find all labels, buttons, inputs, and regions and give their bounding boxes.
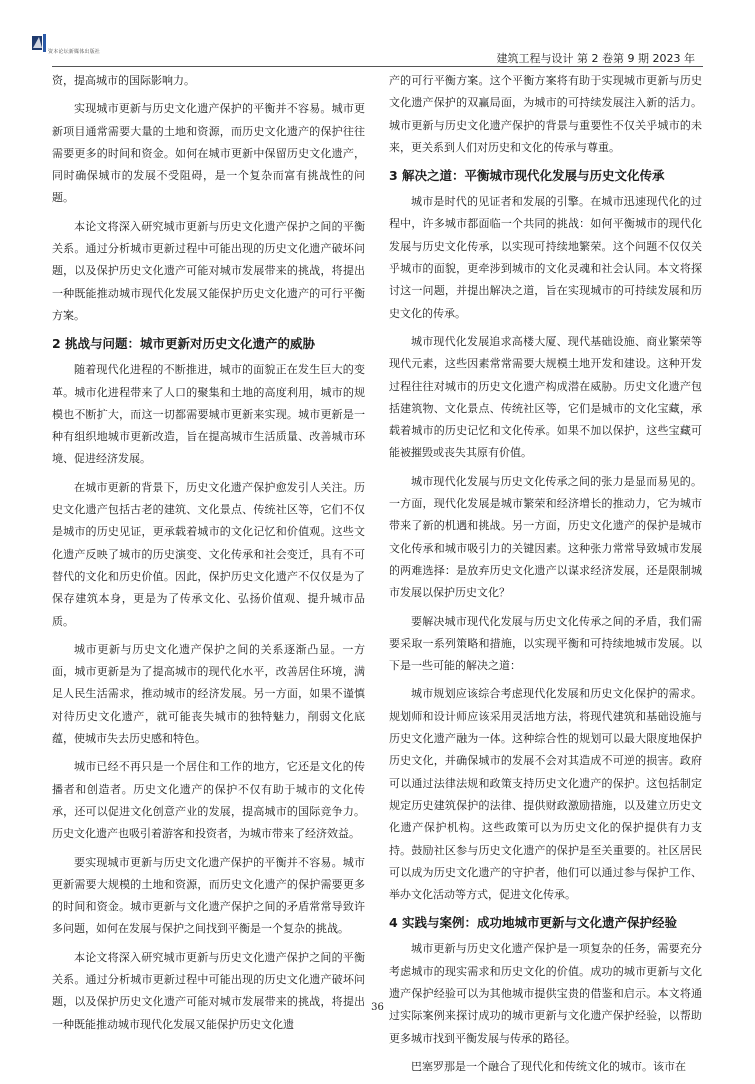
- paragraph: 城市已经不再只是一个居住和工作的地方，它还是文化的传播者和创造者。历史文化遗产的保护不仅有助于城市的文化传承，还可以促进文化创意产业的发展，提高城市的国际竞争力。历史文化遗产也吸引着游客和投资者，为城市带来了经济效益。: [52, 760, 365, 841]
- paragraph: 城市规划应该综合考虑现代化发展和历史文化保护的需求。规划师和设计师应该采用灵活地方法，将现代建筑和基础设施与历史文化遗产融为一体。这种综合性的规划可以最大限度地保护历史文化，并确保城市的发展不会对其造成不可逆的损害。政府可以通过法律法规和政策支持历史文化遗产的保护。这包括制定规定历史建筑保护的法律、提供财政激励措施，以及建立历史文化遗产保护机构。这些政策可以为历史文化的保护提供有力支持。鼓励社区参与历史文化遗产的保护是至关重要的。社区居民可以成为历史文化遗产的守护者，他们可以通过参与保护工作、举办文化活动等方式，促进文化传承。: [389, 687, 702, 902]
- paragraph: 要解决城市现代化发展与历史文化传承之间的矛盾，我们需要采取一系列策略和措施，以实现平衡和可持续地城市发展。以下是一些可能的解决之道：: [389, 614, 702, 673]
- header-divider: [52, 66, 703, 67]
- paragraph: 在城市更新的背景下，历史文化遗产保护愈发引人关注。历史文化遗产包括古老的建筑、文化景点、传统社区等，它们不仅是城市的历史见证，更承载着城市的文化记忆和价值观。这些文化遗产反映了城市的历史演变、文化传承和社会变迁，具有不可替代的文化和历史价值。因此，保护历史文化遗产不仅仅是为了保存建筑本身，更是为了传承文化、弘扬价值观、提升城市品质。: [52, 480, 365, 628]
- paragraph: 城市是时代的见证者和发展的引擎。在城市迅速现代化的过程中，许多城市都面临一个共同的挑战：如何平衡城市的现代化发展与历史文化传承，以实现可持续地繁荣。这个问题不仅仅关乎城市的面貌，更牵涉到城市的文化灵魂和社会认同。本文将探讨这一问题，并提出解决之道，旨在实现城市的可持续发展和历史文化的传承。: [389, 195, 702, 320]
- paragraph: 本论文将深入研究城市更新与历史文化遗产保护之间的平衡关系。通过分析城市更新过程中可能出现的历史文化遗产破坏问题，以及保护历史文化遗产可能对城市发展带来的挑战，将提出一种既能推动城市现代化发展又能保护历史文化遗: [52, 950, 365, 1031]
- paragraph: 巴塞罗那是一个融合了现代化和传统文化的城市。该市在: [411, 1059, 686, 1073]
- section-heading-3: 3 解决之道：平衡城市现代化发展与历史文化传承: [389, 168, 665, 184]
- paragraph: 城市现代化发展追求高楼大厦、现代基础设施、商业繁荣等现代元素，这些因素常常需要大规模土地开发和建设。这种开发过程往往对城市的历史文化遗产构成潜在威胁。历史文化遗产包括建筑物、文化景点、传统社区等，它们是城市的文化宝藏，承载着城市的历史记忆和文化传承。如果不加以保护，这些宝藏可能被摧毁或丧失其原有价值。: [389, 334, 702, 460]
- publisher-name: 资本论坛新媒体出版社: [48, 49, 101, 55]
- paragraph: 城市更新与历史文化遗产保护是一项复杂的任务，需要充分考虑城市的现实需求和历史文化的价值。成功的城市更新与文化遗产保护经验可以为其他城市提供宝贵的借鉴和启示。本文将通过实际案例来探讨成功的城市更新与文化遗产保护经验，以帮助更多城市找到平衡发展与传承的路径。: [389, 942, 702, 1045]
- section-heading-4: 4 实践与案例：成功地城市更新与文化遗产保护经验: [389, 915, 678, 931]
- paragraph: 随着现代化进程的不断推进，城市的面貌正在发生巨大的变革。城市化进程带来了人口的聚集和土地的高度利用，城市的规模也不断扩大，而这一切都需要城市更新来实现。城市更新是一种有组织地城市更新改造，旨在提高城市生活质量、改善城市环境、促进经济发展。: [52, 363, 365, 466]
- paragraph: 要实现城市更新与历史文化遗产保护的平衡并不容易。城市更新需要大规模的土地和资源，而历史文化遗产的保护需要更多的时间和资金。城市更新与文化遗产保护之间的矛盾常常导致许多问题，如何在发展与保护之间找到平衡是一个复杂的挑战。: [52, 855, 365, 936]
- page-number: 36: [371, 1002, 384, 1013]
- paragraph: 产的可行平衡方案。这个平衡方案将有助于实现城市更新与历史文化遗产保护的双赢局面，为城市的可持续发展注入新的活力。城市更新与历史文化遗产保护的背景与重要性不仅关乎城市的未来，更关系到人们对历史和文化的传承与尊重。: [389, 74, 702, 154]
- right-column: [389, 70, 702, 1084]
- journal-header: 建筑工程与设计 第 2 卷第 9 期 2023 年: [496, 52, 695, 65]
- paragraph: 本论文将深入研究城市更新与历史文化遗产保护之间的平衡关系。通过分析城市更新过程中可能出现的历史文化遗产破坏问题，以及保护历史文化遗产可能对城市发展带来的挑战，将提出一种既能推动城市现代化发展又能保护历史文化遗产的可行平衡方案。: [52, 219, 365, 322]
- section-heading-2: 2 挑战与问题：城市更新对历史文化遗产的威胁: [52, 336, 316, 352]
- paragraph: 城市现代化发展与历史文化传承之间的张力是显而易见的。一方面，现代化发展是城市繁荣和经济增长的推动力，它为城市带来了新的机遇和挑战。另一方面，历史文化遗产的保护是城市文化传承和城市吸引力的关键因素。这种张力常常导致城市发展的两难选择：是放弃历史文化遗产以谋求经济发展，还是限制城市发展以保护历史文化？: [389, 474, 702, 600]
- paragraph: 资，提高城市的国际影响力。: [52, 74, 195, 87]
- paragraph: 城市更新与历史文化遗产保护之间的关系逐渐凸显。一方面，城市更新是为了提高城市的现代化水平，改善居住环境，满足人民生活需求，推动城市的经济发展。另一方面，如果不谨慎对待历史文化遗产，就可能丧失城市的独特魅力，削弱文化底蕴，使城市失去历史感和特色。: [52, 642, 365, 746]
- left-column: [52, 70, 365, 1042]
- paragraph: 实现城市更新与历史文化遗产保护的平衡并不容易。城市更新项目通常需要大量的土地和资源，而历史文化遗产的保护往往需要更多的时间和资金。如何在城市更新中保留历史文化遗产，同时确保城市的发展不受阻碍，是一个复杂而富有挑战性的问题。: [52, 102, 365, 205]
